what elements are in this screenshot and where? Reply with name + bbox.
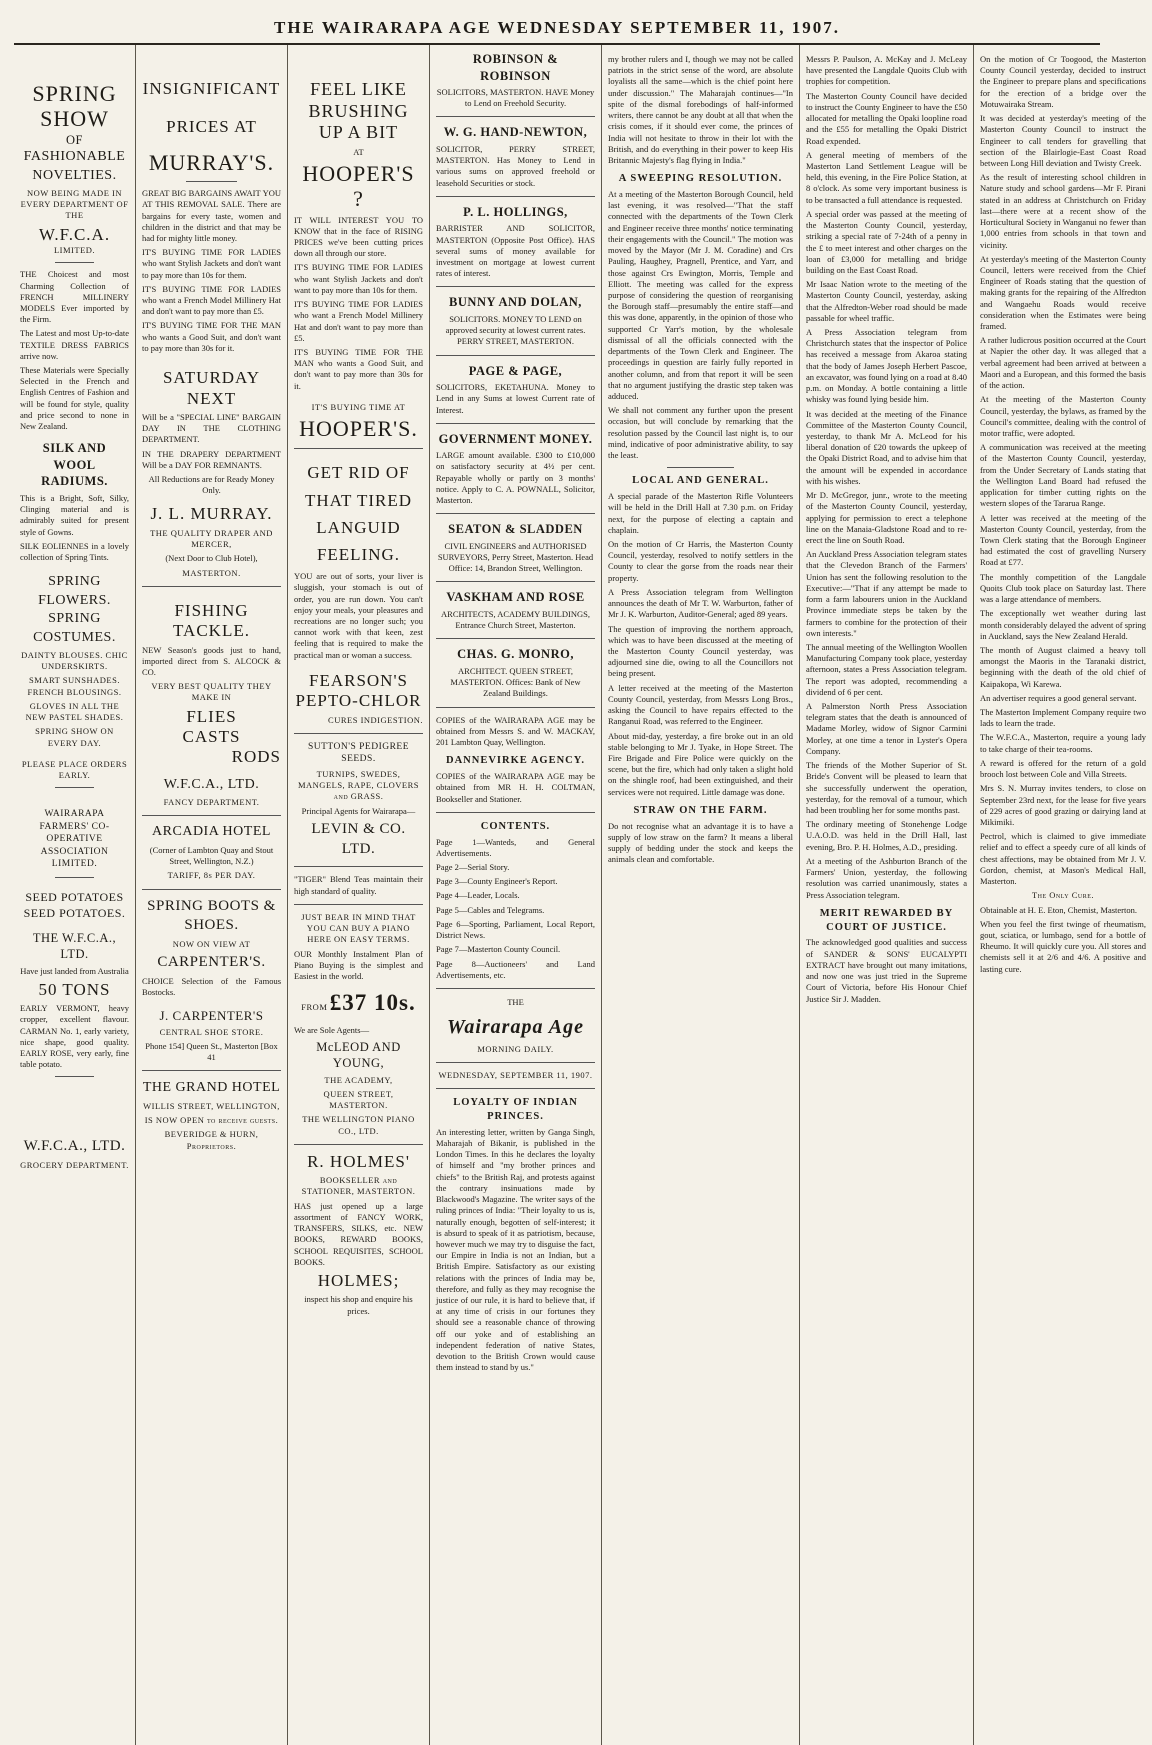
local-friends: The friends of the Mother Superior of St. Bride's Convent will be pleased to learn that she successfully underwent the operation, yesterday, for the removal of a tumour, which had been troubling her for some months past. bbox=[806, 760, 967, 815]
ad-latest: The Latest and most Up-to-date TEXTILE DRESS FABRICS arrive now. bbox=[20, 328, 129, 361]
ad-millinery-3: IT'S BUYING TIME FOR LADIES who want a French Model Millinery Hat and don't want to pay more than £5. bbox=[294, 299, 423, 343]
ad-landed: Have just landed from Australia bbox=[20, 965, 129, 976]
ad-bookseller: BOOKSELLER and STATIONER, MASTERTON. bbox=[301, 1175, 416, 1197]
ad-saturday: SATURDAY NEXT bbox=[162, 368, 261, 408]
headline-loyalty: LOYALTY OF INDIAN PRINCES. bbox=[453, 1097, 578, 1122]
ad-seaton: SEATON & SLADDEN bbox=[448, 522, 583, 537]
column-7 bbox=[974, 45, 1152, 1745]
ad-now-being: NOW BEING MADE IN EVERY DEPARTMENT OF THE bbox=[20, 188, 129, 221]
ad-beveridge: BEVERIDGE & HURN, Proprietors. bbox=[164, 1129, 259, 1151]
ad-hoopers2: HOOPER'S. bbox=[299, 416, 418, 442]
local-result: As the result of interesting school children in Nature study and school gardens—Mr F. Pirani stated in an address at Christchurch on Friday last—there were at a recent show of the Horticultural Society in Wanganui no fewer than 1,000 entries from schools in that town and vicinity. bbox=[980, 172, 1146, 250]
column-1 bbox=[14, 45, 136, 1745]
ad-monro-sub: ARCHITECT. QUEEN STREET, MASTERTON. Offices: Bank of New Zealand Buildings. bbox=[450, 665, 581, 699]
ad-rods: RODS bbox=[231, 747, 281, 767]
nameplate: Wairarapa Age bbox=[447, 1016, 584, 1039]
ad-copies1: COPIES of the WAIRARAPA AGE may be obtained from Messrs S. and W. MACKAY, 201 Lambton Quay, Wellington. bbox=[436, 714, 595, 747]
column-4 bbox=[430, 45, 602, 1745]
ad-wfca: W.F.C.A. bbox=[38, 224, 111, 244]
ad-farmers: WAIRARAPA FARMERS' CO-OPERATIVE ASSOCIATION LIMITED. bbox=[39, 809, 110, 870]
ad-silk-text: This is a Bright, Soft, Silky, Clinging material and is admirably suited for present style of Gowns. bbox=[20, 492, 129, 537]
ad-page: PAGE & PAGE, bbox=[468, 363, 563, 378]
ad-inspect: inspect his shop and enquire his prices. bbox=[304, 1294, 413, 1316]
ad-holmes2: HOLMES; bbox=[317, 1270, 400, 1290]
ad-of: OF bbox=[66, 132, 83, 147]
ad-fashionable: FASHIONABLE bbox=[23, 149, 126, 165]
headline-local: LOCAL AND GENERAL. bbox=[632, 475, 769, 487]
local-august: The month of August claimed a heavy toll amongst the Maoris in the Taranaki district, beginning with the death of the old chief of Kaipakopa, Wi Karewa. bbox=[980, 644, 1146, 689]
ad-phone: Phone 154] Queen St., Masterton [Box 41 bbox=[145, 1041, 278, 1063]
ad-govt-sub: LARGE amount available. £300 to £10,000 on satisfactory security at 4½ per cent. Repayable wholly or partly on 3 months' notice. Apply to C. A. POWNALL, Solicitor, Masterton. bbox=[436, 450, 595, 506]
ad-you-are: YOU are out of sorts, your liver is sluggish, your stomach is out of order, you are run down. You can't enjoy your meals, your pleasures and recreations are no longer such; you cannot work with that keen, zest feeling that is required to make the practical man or woman a success. bbox=[294, 571, 423, 660]
ad-monro: CHAS. G. MONRO, bbox=[457, 647, 574, 662]
ad-dannevirke: DANNEVIRKE AGENCY. bbox=[446, 755, 585, 767]
ad-spring-costumes: SPRING COSTUMES. bbox=[33, 611, 116, 645]
ad-best: VERY BEST QUALITY THEY MAKE IN bbox=[151, 681, 272, 703]
ad-novelties: NOVELTIES. bbox=[32, 167, 117, 183]
ad-ladies2: IT'S BUYING TIME FOR LADIES who want a French Model Millinery Hat and don't want to pay more than £5. bbox=[142, 283, 281, 317]
ad-gloves: GLOVES IN ALL THE NEW PASTEL SHADES. bbox=[25, 700, 124, 723]
ad-tariff: TARIFF, 8s PER DAY. bbox=[167, 870, 256, 881]
ad-central: CENTRAL SHOE STORE. bbox=[159, 1026, 264, 1037]
ad-pepto: PEPTO-CHLOR bbox=[295, 691, 422, 711]
article-straw: Do not recognise what an advantage it is to have a supply of low straw on the farm? It means a liberal supply of bedding under the stock and keeps the animals clean and comfortable. bbox=[608, 820, 793, 865]
ad-quality: THE QUALITY DRAPER AND MERCER, bbox=[150, 527, 273, 550]
local-palmerston: A Palmerston North Press Association telegram states that the death is announced of Madame Morley, widow of Signor Carmini Morley, at one time a tenor in Lyster's Opera Company. bbox=[806, 701, 967, 756]
masthead: THE WAIRARAPA AGE WEDNESDAY SEPTEMBER 11, 1907. bbox=[14, 6, 1100, 45]
ad-millinery: THE Choicest and most Charming Collection of FRENCH MILLINERY MODELS Ever imported by the Firm. bbox=[20, 269, 129, 325]
ad-ladies1: IT'S BUYING TIME FOR LADIES who want Stylish Jackets and don't want to pay more than 10s for them. bbox=[142, 247, 281, 280]
ad-agents: Principal Agents for Wairarapa— bbox=[301, 805, 416, 816]
ad-tons: 50 TONS bbox=[38, 979, 111, 999]
ad-man: IT'S BUYING TIME FOR THE MAN who wants a Good Suit, and don't want to pay more than 30s for it. bbox=[142, 320, 281, 353]
ad-tiger: "TIGER" Blend Teas maintain their high standard of quality. bbox=[294, 874, 423, 896]
ad-reductions: All Reductions are for Ready Money Only. bbox=[148, 474, 275, 496]
ad-at: AT bbox=[353, 146, 364, 157]
local-communication: A communication was received at the meeting of the Masterton County Council, yesterday, from the Under Secretary of Lands stating that the Wellington Land Board had refused the application for timber cutting rights on the western slopes of the Tararua Range. bbox=[980, 442, 1146, 509]
ad-sole: We are Sole Agents— bbox=[294, 1024, 370, 1035]
ad-hollings: P. L. HOLLINGS, bbox=[463, 204, 568, 219]
local-reward: A reward is offered for the return of a gold brooch lost between Cole and Villa Streets. bbox=[980, 757, 1146, 780]
ad-academy: THE ACADEMY, bbox=[324, 1074, 393, 1085]
ad-man-3: IT'S BUYING TIME FOR THE MAN who wants a Good Suit, and don't want to pay more than 30s for it. bbox=[294, 347, 423, 391]
ad-sutton: SUTTON'S PEDIGREE SEEDS. bbox=[307, 741, 410, 765]
ad-turnips: TURNIPS, SWEDES, MANGELS, RAPE, CLOVERS and GRASS. bbox=[297, 768, 420, 802]
ad-every-day: SPRING SHOW ON EVERY DAY. bbox=[35, 726, 114, 748]
local-finance: It was decided at the meeting of the Finance Committee of the Masterton County Council, yesterday, to thank Mr A. McLeod for his liberal donation of £20 towards the upkeep of the Opaki District Road, and to advise him that the amount will be expended in accordance with his wishes. bbox=[806, 408, 967, 486]
ad-seed: SEED POTATOES SEED POTATOES. bbox=[23, 889, 126, 920]
ad-flies: FLIES bbox=[186, 706, 237, 726]
headline-merit: MERIT REWARDED BY COURT OF JUSTICE. bbox=[819, 907, 954, 933]
ad-arcadia: ARCADIA HOTEL bbox=[152, 824, 271, 840]
local-wfca: The W.F.C.A., Masterton, require a young lady to take charge of their tea-rooms. bbox=[980, 732, 1146, 754]
ad-queen: QUEEN STREET, MASTERTON. bbox=[323, 1088, 394, 1111]
edition-date: WEDNESDAY, SEPTEMBER 11, 1907. bbox=[438, 1069, 593, 1080]
local-letter-7: A letter was received at the meeting of the Masterton County Council, yesterday, from the Town Clerk stating that the Borough Engineer had estimated the cost of gravelling Nursery Road at £77. bbox=[980, 512, 1146, 568]
local-wet: The exceptionally wet weather during last month considerably delayed the advent of spring in Auckland, says the New Zealand Herald. bbox=[980, 608, 1146, 641]
columns bbox=[14, 45, 1146, 1745]
ad-jl-murray: J. L. MURRAY. bbox=[150, 504, 273, 524]
ad-eoliennes: SILK EOLIENNES in a lovely collection of Spring Tints. bbox=[20, 540, 129, 562]
ad-dainty: DAINTY BLOUSES. CHIC UNDERSKIRTS. bbox=[21, 650, 128, 672]
local-annual: The annual meeting of the Wellington Woollen Manufacturing Company took place, yesterday afternoon, states a Press Association telegram. The report was adopted, recommending a dividend of 6 per cent. bbox=[806, 641, 967, 697]
ad-footer-wfca: W.F.C.A., LTD. bbox=[23, 1138, 126, 1155]
ad-choice: CHOICE Selection of the Famous Bostocks. bbox=[142, 976, 281, 998]
local-ludicrous: A rather ludicrous position occurred at the Court at Napier the other day. It was alleged that a verbal agreement had been arrived at between a Maori and a European, and this formed the basis of the action. bbox=[980, 335, 1146, 391]
local-isaac: Mr Isaac Nation wrote to the meeting of the Masterton County Council, yesterday, asking that the Alfredton-Weber road should be made passable for wheel traffic. bbox=[806, 279, 967, 323]
column-3 bbox=[288, 45, 430, 1745]
ad-govt: GOVERNMENT MONEY. bbox=[438, 431, 593, 446]
ad-interest: IT WILL INTEREST YOU TO KNOW that in the face of RISING PRICES we've been cutting prices down all through our store. bbox=[294, 214, 423, 259]
ad-has: HAS just opened up a large assortment of FANCY WORK, TRANSFERS, SILKS, etc. NEW BOOKS, REWARD BOOKS, SCHOOL REQUISITES, SCHOOL BOOKS. bbox=[294, 1200, 423, 1267]
column-5 bbox=[602, 45, 800, 1745]
ad-copies2: COPIES of the WAIRARAPA AGE may be obtained from MR H. H. COLTMAN, Bookseller and Stationer. bbox=[436, 771, 595, 804]
local-harris: On the motion of Cr Harris, the Masterton County Council, yesterday, resolved to notify settlers in the County to clear the gorse from the roads near their property. bbox=[608, 539, 793, 583]
ad-levin: LEVIN & CO. LTD. bbox=[311, 820, 406, 857]
ad-holmes: R. HOLMES' bbox=[307, 1151, 410, 1171]
ad-bunny-sub: SOLICITORS. MONEY TO LEND on approved security at lowest current rates. PERRY STREET, MASTERTON. bbox=[445, 313, 586, 347]
ad-bunny: BUNNY AND DOLAN, bbox=[449, 295, 582, 310]
local-christchurch: A Press Association telegram from Christchurch states that the inspector of Police has received a message from Akaroa stating that the body of James Joseph Herbert Pascoe, an excavator, was found lying on a road at 8.40 p.m. on Monday. A bottle containing a little whisky was found lying beside him. bbox=[806, 327, 967, 405]
ad-piano: JUST BEAR IN MIND THAT YOU CAN BUY A PIANO HERE ON EASY TERMS. bbox=[301, 911, 416, 945]
ad-price: £37 10s. bbox=[329, 990, 416, 1016]
ad-robinson-sub: SOLICITORS, MASTERTON. HAVE Money to Lend on Freehold Security. bbox=[436, 87, 595, 109]
ad-feel: FEEL LIKE BRUSHING UP A BIT bbox=[308, 79, 409, 143]
ad-carpenters: CARPENTER'S. bbox=[157, 954, 266, 971]
ad-seaton-sub: CIVIL ENGINEERS and AUTHORISED SURVEYORS, Perry Street, Masterton. Head Office: 14, Brandon Street, Wellington. bbox=[437, 540, 594, 574]
ad-get-rid: GET RID OF THAT TIRED LANGUID FEELING. bbox=[304, 463, 413, 564]
local-meeting: It was decided at yesterday's meeting of the Masterton County Council to instruct the Engineer to call tenders for gravelling that section of the Blairlogie-East Coast Road between Long Hill deviation and Twisty Creek. bbox=[980, 113, 1146, 168]
local-rifle: A special parade of the Masterton Rifle Volunteers will be held in the Drill Hall at 7.30 p.m. on Friday next, for the purpose of electing a captain and chaplain. bbox=[608, 491, 793, 535]
ad-j-carpenter: J. CARPENTER'S bbox=[159, 1007, 264, 1023]
article-merit: The acknowledged good qualities and success of SANDER & SONS' EUCALYPTI EXTRACT have brought out many imitations, and now one was just tried in the Supreme Court of Victoria, before His Honour Chief Justice Sir J. Madden. bbox=[806, 937, 967, 1004]
nameplate-daily: MORNING DAILY. bbox=[477, 1043, 554, 1054]
article-loyalty-cont: my brother rulers and I, though we may not be called patriots in the strict sense of the word, are absolute loyalists all the same—which is the chief point here under discussion." The Maharajah continues—"In spite of the dismal forebodings of half-informed writers, there cannot be any doubt at all that when the crisis comes, if it should ever come, the princes of India will not hesitate to throw in their lot with the British, and do everything in their power to keep His Britannic Majesty's flag flying in India." bbox=[608, 54, 793, 165]
ad-our: OUR Monthly Instalment Plan of Piano Buying is the simplest and Easiest in the world. bbox=[294, 948, 423, 981]
local-ordinary: The ordinary meeting of Stonehenge Lodge U.A.O.D. was held in the Drill Hall, last evening, Bro. P. H. Holmes, A.D., presiding. bbox=[806, 819, 967, 852]
contents-item: Page 4—Leader, Locals. bbox=[436, 890, 520, 901]
local-only-cure: The Only Cure. bbox=[1031, 890, 1095, 901]
ad-insignificant: INSIGNIFICANT bbox=[142, 79, 281, 98]
local-letter: A letter received at the meeting of the Masterton County Council, yesterday, from Messrs Long Bros., asking the Council to have repairs effected to the Ranganui Road, was referred to the Engineer. bbox=[608, 682, 793, 727]
headline-sweeping: A SWEEPING RESOLUTION. bbox=[618, 173, 783, 185]
ad-limited: LIMITED. bbox=[53, 245, 96, 256]
local-borough: At the meeting of the Masterton County Council, yesterday, the bylaws, as framed by the Council's committee, dealing with the control of motor traffic, were adopted. bbox=[980, 394, 1146, 438]
ad-grocery: GROCERY DEPARTMENT. bbox=[20, 1160, 129, 1171]
nameplate-the: THE bbox=[507, 997, 524, 1007]
ad-murrays: MURRAY'S. bbox=[148, 149, 275, 175]
local-monthly: The monthly competition of the Langdale Quoits Club took place on Saturday last. There was a large attendance of members. bbox=[980, 571, 1146, 605]
ad-robinson: ROBINSON & ROBINSON bbox=[472, 52, 559, 83]
ad-mcleod: McLEOD AND YOUNG, bbox=[316, 1039, 401, 1071]
ad-open: IS NOW OPEN to receive guests. bbox=[144, 1115, 279, 1126]
ad-wfca-ltd: THE W.F.C.A., LTD. bbox=[32, 930, 117, 962]
ad-sunshades: SMART SUNSHADES. FRENCH BLOUSINGS. bbox=[27, 675, 122, 697]
local-pectrol: Pectrol, which is claimed to give immediate relief and to effect a speedy cure of all kinds of chest affections, may be obtained from Mr J. V. Gordon, chemist, at Mason's Medical Hall, Masterton. bbox=[980, 831, 1146, 887]
ad-silk-heading: SILK AND WOOL RADIUMS. bbox=[41, 441, 108, 489]
ad-prices-at: PRICES AT bbox=[166, 117, 257, 137]
local-implement: The Masterton Implement Company require two lads to learn the trade. bbox=[980, 707, 1146, 729]
ad-page-sub: SOLICITORS, EKETAHUNA. Money to Lend in any Sums at lowest Current rate of Interest. bbox=[436, 382, 595, 415]
local-press: A Press Association telegram from Wellington announces the death of Mr T. W. Warburton, father of Mr J. K. Warburton, Auditor-General; aged 89 years. bbox=[608, 586, 793, 620]
headline-straw: STRAW ON THE FARM. bbox=[633, 804, 768, 816]
ad-orders: PLEASE PLACE ORDERS EARLY. bbox=[21, 758, 128, 781]
contents-item: Page 6—Sporting, Parliament, Local Report, District News. bbox=[436, 918, 595, 941]
ad-vaskham: VASKHAM AND ROSE bbox=[446, 590, 585, 605]
local-county: The Masterton County Council have decided to instruct the County Engineer to have the £50 allocated for metalling the Opaki loopline road and the £55 for metalling the Opaki District Road expended. bbox=[806, 90, 967, 146]
local-toogood: On the motion of Cr Toogood, the Masterton County Council yesterday, decided to instruct the Engineer to prepare plans and specifications for the erection of a bridge over the Motuwairaka Stream. bbox=[980, 54, 1146, 109]
ad-willis: WILLIS STREET, WELLINGTON, bbox=[143, 1100, 280, 1111]
local-feel: When you feel the first twinge of rheumatism, gout, sciatica, or lumbago, send for a bottle of Rheumo. It will quickly cure you. All stores and chemists sell it at 2/6 and 4/6. A positive and lasting cure. bbox=[980, 918, 1146, 974]
contents-item: Page 5—Cables and Telegrams. bbox=[436, 904, 545, 915]
ad-next-door: (Next Door to Club Hotel), bbox=[165, 553, 258, 564]
ad-masterton: MASTERTON. bbox=[182, 567, 241, 578]
local-yesterday: At yesterday's meeting of the Masterton County Council, letters were received from the Chief Engineer of Roads stating that the question of making grants for the repairing of the Alfredton and Wangaehu Roads would receive consideration when the Estimates were being framed. bbox=[980, 253, 1146, 332]
local-improving: The question of improving the northern approach, which was to have been discussed at the meeting of the Masterton County Council yesterday, was adjourned sine die, owing to all the Councillors not being present. bbox=[608, 623, 793, 679]
ad-cures: CURES INDIGESTION. bbox=[328, 714, 423, 725]
contents-item: Page 7—Masterton County Council. bbox=[436, 944, 561, 955]
local-mcgregor: Mr D. McGregor, junr., wrote to the meeting of the Masterton County Council, yesterday, applying for permission to erect a telephone line on the Manaia-Gladstone Road and to re-erect the line on South Road. bbox=[806, 490, 967, 545]
local-auckland: An Auckland Press Association telegram states that the Clevedon Branch of the Farmers' Union has sent the following resolution to the Executive:—"That if any attempt be made to form a farm labourers union in the Auckland Province immediate steps be taken by the farmers to combine for the protection of their own interests." bbox=[806, 549, 967, 638]
column-2 bbox=[136, 45, 288, 1745]
ad-drapery: IN THE DRAPERY DEPARTMENT Will be a DAY FOR REMNANTS. bbox=[142, 448, 281, 470]
contents-item: Page 1—Wanteds, and General Advertisements. bbox=[436, 836, 595, 858]
ad-hand-sub: SOLICITOR, PERRY STREET, MASTERTON. Has Money to Lend in various sums on approved freehold or leasehold Securities or stock. bbox=[436, 143, 595, 188]
ad-show: SHOW bbox=[40, 106, 109, 132]
ad-grand: THE GRAND HOTEL bbox=[142, 1080, 281, 1096]
local-ashburton: At a meeting of the Ashburton Branch of the Farmers' Union, yesterday, the following resolution was carried unanimously, states a Press Association telegram. bbox=[806, 855, 967, 900]
column-6 bbox=[800, 45, 974, 1745]
ad-vaskham-sub: ARCHITECTS, ACADEMY BUILDINGS, Entrance Church Street, Masterton. bbox=[441, 608, 590, 631]
article-loyalty: An interesting letter, written by Ganga Singh, Maharajah of Bikanir, is published in the London Times. In this he declares the loyalty of himself and "my brother princes and chiefs" to the British Raj, and protests against the contrary insinuations made by Blackwood's Magazine. The writer says of the ruling princes of India: "Their loyalty to us is, naturally enough, begotten of self-interest; it is absurd to speak of it as patriotism, because, however much we may try to disguise the fact, our Empire in India is not an Indian, but a British Empire. Satisfactory as our existing relations with the princes of India may be, therefore, and fully as they may recognise the justice of our rule, it is hard to believe that, if at any time of crisis in our fortunes they should see a reasonable chance of throwing off our yoke and of establishing an independent federation of native States, devotion to the British Crown would cause them instead to stand by us." bbox=[436, 1126, 595, 1373]
ad-materials: These Materials were Specially Selected in the French and English Centres of Fashion and will be found for style, quality and price second to none in New Zealand. bbox=[20, 365, 129, 432]
ad-special: Will be a "SPECIAL LINE" BARGAIN DAY IN THE CLOTHING DEPARTMENT. bbox=[142, 411, 281, 445]
article-sweeping-2: We shall not comment any further upon the present occasion, but will conclude by remarking that the resolution passed by the Council last night is, to our mind, indicative of poor administrative ability, to say the least. bbox=[608, 405, 793, 461]
ad-casts: CASTS bbox=[182, 726, 241, 746]
ad-varieties: EARLY VERMONT, heavy cropper, excellent flavour. CARMAN No. 1, early variety, nice shape, good quality. EARLY ROSE, very early, fine table potato. bbox=[20, 1003, 129, 1070]
ad-hand: W. G. HAND-NEWTON, bbox=[443, 125, 588, 140]
ad-fearson: FEARSON'S bbox=[309, 670, 408, 690]
ad-wellington-piano: THE WELLINGTON PIANO CO., LTD. bbox=[302, 1114, 415, 1136]
local-advertiser: An advertiser requires a good general servant. bbox=[980, 692, 1137, 703]
ad-from: FROM bbox=[301, 1002, 328, 1013]
local-murray: Mrs S. N. Murray invites tenders, to close on September 23rd next, for the lease for five years of 229 acres of good grazing or dairying land at Mikimiki. bbox=[980, 783, 1146, 827]
local-special: A special order was passed at the meeting of the Masterton County Council, yesterday, striking a special rate of 7-24th of a penny in the £ to meet interest and other charges on the loan of £3,000 for metalling and bridge building on the East Coast Road. bbox=[806, 208, 967, 275]
local-obtainable: Obtainable at H. E. Eton, Chemist, Masterton. bbox=[980, 904, 1137, 915]
ad-spring-flowers: SPRING FLOWERS. bbox=[38, 574, 111, 608]
ad-hoopers: HOOPER'S ? bbox=[302, 161, 415, 212]
ad-arcadia-sub: (Corner of Lambton Quay and Stout Street, Wellington, N.Z.) bbox=[149, 844, 274, 867]
contents-item: Page 3—County Engineer's Report. bbox=[436, 876, 558, 887]
ad-fishing: FISHING TACKLE. bbox=[173, 600, 250, 641]
article-sweeping: At a meeting of the Masterton Borough Council, held last evening, it was resolved—"That the staff connected with the departments of the Town Clerk and Engineer receive three months' notice terminating their engagements with the Council." The motion was moved by the Mayor (Mr J. M. Coradine) and Crs Pauling, Haughey, Pragnell, Prentice, and Yarr, and those against Crs Ewington, Morris, Temple and Elliott. The meeting was called for the express purpose of considering the question of reorganising the Borough staff—presumably the entire staff—and this was done, apparently, in the opinion of those who supported Cr Yarr's motion, by the wholesale dismissal of all the officials connected with the departments of the Town Clerk and Engineer. The proceedings in question are fairly fully reported in another column, and from that report it will be seen that no argument justifying the drastic step taken was adduced. bbox=[608, 189, 793, 401]
ad-hollings-sub: BARRISTER AND SOLICITOR, MASTERTON (Opposite Post Office). HAS several sums of money available for investment on mortgage at lowest current rates of interest. bbox=[436, 223, 595, 279]
contents-item: Page 2—Serial Story. bbox=[436, 862, 510, 873]
ad-bargains: GREAT BIG BARGAINS AWAIT YOU AT THIS REMOVAL SALE. There are bargains for every taste, women and children in the district and that may be had for mighty little money. bbox=[142, 188, 281, 243]
ad-ladies: IT'S BUYING TIME FOR LADIES who want Stylish Jackets and don't want to pay more than 10s for them. bbox=[294, 262, 423, 295]
contents-list bbox=[436, 837, 595, 981]
ad-spring: SPRING bbox=[32, 81, 117, 106]
ad-buying: IT'S BUYING TIME AT bbox=[311, 401, 406, 412]
ad-fancy: FANCY DEPARTMENT. bbox=[163, 797, 260, 808]
ad-spring-boots: SPRING BOOTS & SHOES. bbox=[147, 897, 276, 934]
local-paulson: Messrs P. Paulson, A. McKay and J. McLeay have presented the Langdale Quoits Club with trophies for competition. bbox=[806, 54, 967, 87]
ad-wfca-ltd-2: W.F.C.A., LTD. bbox=[163, 776, 260, 792]
ad-season: NEW Season's goods just to hand, imported direct from S. ALCOCK & CO. bbox=[142, 644, 281, 677]
local-general: A general meeting of members of the Masterton Land Settlement League will be held, this evening, in the Fire Police Station, at 8 o'clock. As some very important business is to be transacted a full attendance is requested. bbox=[806, 149, 967, 205]
contents-heading: CONTENTS. bbox=[480, 820, 551, 832]
local-fire: About mid-day, yesterday, a fire broke out in an old stable belonging to Mr J. Tyake, in Hope Street. The Fire Brigade and Fire Police were quickly on the scene, but the fire, which had only taken a slight hold on the shingle roof, had been extinguished, and their services were not required. Little damage was done. bbox=[608, 730, 793, 797]
ad-now-on-view: NOW ON VIEW AT bbox=[172, 939, 251, 950]
contents-item: Page 8—Auctioneers' and Land Advertisements, etc. bbox=[436, 958, 595, 980]
